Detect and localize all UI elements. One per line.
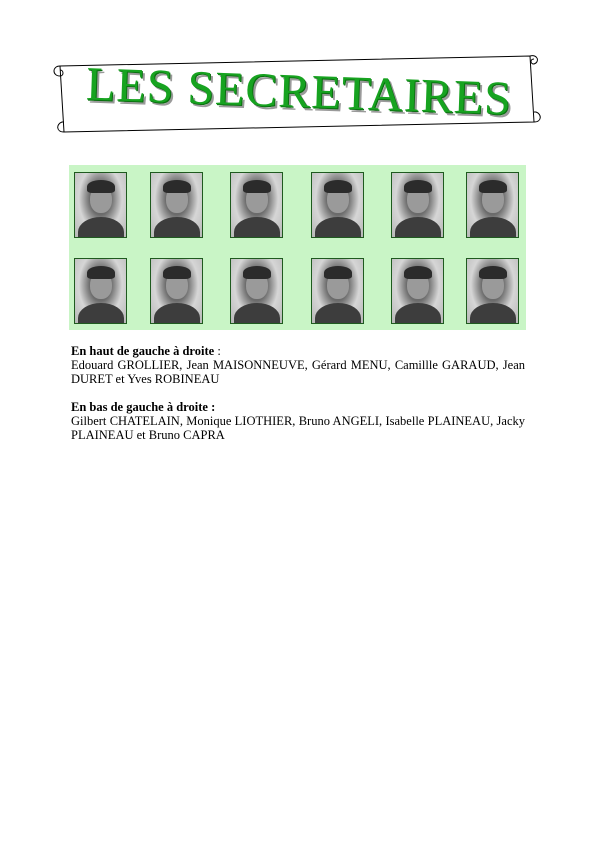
page-title: LES SECRETAIRES [85, 57, 513, 126]
portrait-photo [466, 258, 519, 324]
portrait-photo [311, 258, 364, 324]
portrait-photo [150, 172, 203, 238]
caption-heading: En haut de gauche à droite [71, 344, 215, 358]
portrait-photo [230, 172, 283, 238]
portrait-photo [150, 258, 203, 324]
photo-row-bottom [69, 258, 526, 328]
portrait-photo [74, 172, 127, 238]
portrait-photo [230, 258, 283, 324]
title-banner [50, 52, 544, 136]
portrait-photo [74, 258, 127, 324]
portrait-photo [391, 258, 444, 324]
caption-names: Gilbert CHATELAIN, Monique LIOTHIER, Bruno ANGELI, Isabelle PLAINEAU, Jacky PLAINEAU et Bruno CAPRA [71, 414, 525, 442]
caption-separator: : [214, 344, 221, 358]
photo-panel [69, 165, 526, 330]
photo-row-top [69, 172, 526, 242]
portrait-photo [311, 172, 364, 238]
caption-top-row [71, 344, 525, 386]
caption-heading: En bas de gauche à droite : [71, 400, 216, 414]
portrait-photo [466, 172, 519, 238]
caption-names: Edouard GROLLIER, Jean MAISONNEUVE, Gérard MENU, Camillle GARAUD, Jean DURET et Yves ROBINEAU [71, 358, 525, 386]
portrait-photo [391, 172, 444, 238]
caption-bottom-row [71, 400, 525, 442]
